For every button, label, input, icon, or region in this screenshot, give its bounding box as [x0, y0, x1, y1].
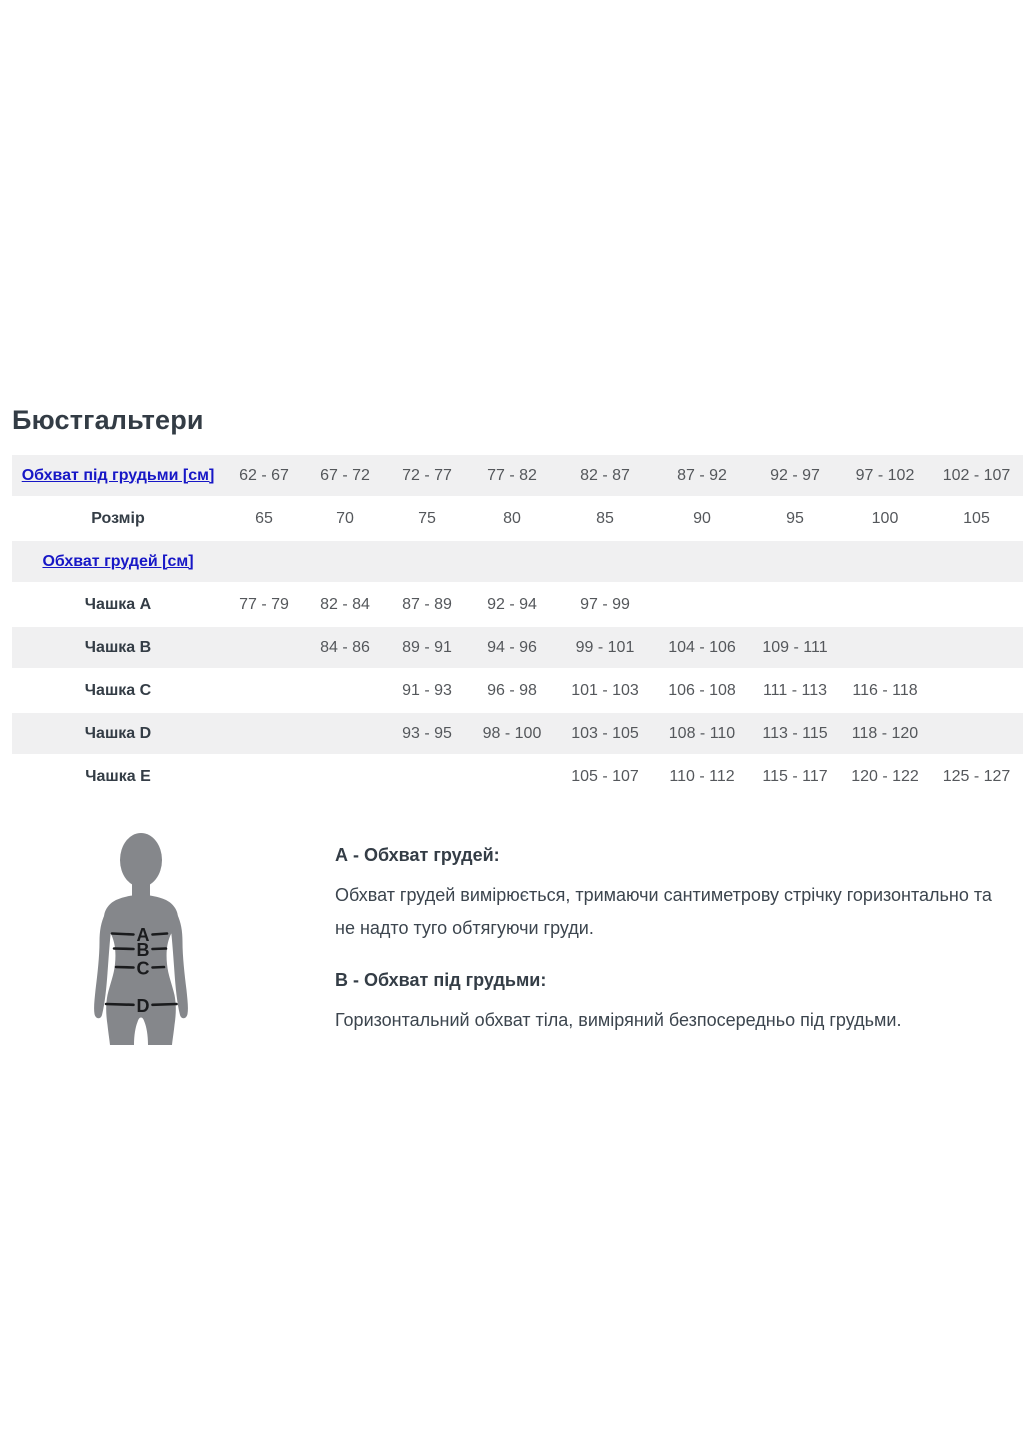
table-cell: 65 [255, 509, 273, 527]
table-cell: 110 - 112 [669, 767, 735, 785]
table-cell: 116 - 118 [852, 681, 918, 699]
table-cell: 108 - 110 [654, 713, 750, 754]
row-header-bust [12, 541, 224, 582]
table-cell: 82 - 87 [556, 455, 654, 496]
table-cell [224, 713, 304, 754]
guide-heading-bust: А - Обхват грудей: [335, 845, 500, 865]
bra-size-table [12, 453, 1023, 799]
row-header-cup-e [12, 756, 224, 797]
table-cell: 70 [336, 509, 354, 527]
figure-label-d: D [136, 996, 150, 1016]
table-cell [840, 627, 930, 668]
table-cell: 96 - 98 [487, 681, 537, 699]
table-cell: 102 - 107 [930, 455, 1023, 496]
page-title: Бюстгальтери [12, 405, 204, 435]
row-header-underbust [12, 455, 224, 496]
row-label: Чашка E [85, 767, 151, 785]
table-cell: 120 - 122 [851, 767, 919, 785]
table-cell: 115 - 117 [762, 767, 828, 785]
table-cell: 77 - 79 [239, 595, 289, 613]
row-label: Розмір [91, 509, 145, 527]
figure-label-c: C [136, 958, 150, 979]
table-cell [930, 627, 1023, 668]
table-cell [386, 541, 468, 582]
table-cell: 72 - 77 [386, 455, 468, 496]
row-label: Чашка A [84, 595, 152, 613]
table-cell: 118 - 120 [840, 713, 930, 754]
table-cell: 67 - 72 [304, 455, 386, 496]
measure-line-d [106, 1004, 134, 1005]
table-cell: 90 [693, 509, 711, 527]
figure-label-b: B [136, 940, 150, 960]
table-cell [556, 541, 654, 582]
table-cell: 111 - 113 [762, 681, 828, 699]
table-cell: 97 - 99 [580, 595, 630, 613]
row-header-cup-b [12, 627, 224, 668]
table-cell [930, 670, 1023, 711]
row-label: Чашка B [84, 638, 152, 656]
table-cell [654, 541, 750, 582]
table-cell [840, 584, 930, 625]
measurement-guide-section [12, 832, 1023, 1046]
row-header-cup-c [12, 670, 224, 711]
table-cell [930, 541, 1023, 582]
table-cell [468, 541, 556, 582]
table-cell: 95 [786, 509, 804, 527]
table-cell [386, 756, 468, 797]
table-cell: 62 - 67 [224, 455, 304, 496]
row-label: Чашка C [84, 681, 152, 699]
table-cell: 80 [503, 509, 521, 527]
female-silhouette-illustration [86, 832, 196, 1046]
table-row-cup-e [12, 756, 1023, 797]
table-cell [224, 541, 304, 582]
table-row-cup-b [12, 627, 1023, 668]
measurement-instructions [335, 832, 997, 1037]
table-row-cup-c [12, 670, 1023, 711]
row-header-cup-a [12, 584, 224, 625]
table-cell [930, 713, 1023, 754]
table-cell: 94 - 96 [468, 627, 556, 668]
table-row-bust [12, 541, 1023, 582]
table-cell: 87 - 92 [654, 455, 750, 496]
table-cell: 84 - 86 [304, 627, 386, 668]
table-cell: 77 - 82 [468, 455, 556, 496]
table-cell: 97 - 102 [840, 455, 930, 496]
table-cell: 113 - 115 [750, 713, 840, 754]
row-header-cup-d [12, 713, 224, 754]
guide-heading-underbust: В - Обхват під грудьми: [335, 970, 547, 990]
table-cell: 98 - 100 [468, 713, 556, 754]
table-cell [654, 584, 750, 625]
bust-link[interactable]: Обхват грудей [см] [42, 552, 194, 570]
measure-line-b [114, 949, 134, 950]
table-cell: 105 [963, 509, 990, 527]
table-cell [304, 713, 386, 754]
table-cell: 92 - 97 [750, 455, 840, 496]
figure-label-a: A [136, 925, 150, 945]
table-cell: 91 - 93 [402, 681, 452, 699]
table-cell: 82 - 84 [320, 595, 370, 613]
table-cell [750, 584, 840, 625]
underbust-link[interactable]: Обхват під грудьми [см] [21, 466, 215, 484]
table-row-cup-d [12, 713, 1023, 754]
table-cell [304, 756, 386, 797]
table-cell [930, 584, 1023, 625]
table-cell [840, 541, 930, 582]
table-cell: 85 [596, 509, 614, 527]
table-cell [468, 756, 556, 797]
body-measurement-figure [86, 832, 196, 1046]
table-row-size [12, 498, 1023, 539]
guide-text-bust: Обхват грудей вимірюється, тримаючи сантиметрову стрічку горизонтально та не надто туго обтягуючи груди. [335, 885, 992, 938]
table-cell: 106 - 108 [668, 681, 736, 699]
table-cell [750, 541, 840, 582]
table-cell: 89 - 91 [386, 627, 468, 668]
table-cell [224, 627, 304, 668]
row-header-size [12, 498, 224, 539]
table-row-underbust [12, 455, 1023, 496]
table-row-cup-a [12, 584, 1023, 625]
table-cell [224, 670, 304, 711]
row-label: Чашка D [84, 724, 152, 742]
table-cell: 109 - 111 [750, 627, 840, 668]
table-cell: 101 - 103 [571, 681, 639, 699]
table-cell [304, 670, 386, 711]
table-cell: 103 - 105 [556, 713, 654, 754]
table-cell [224, 756, 304, 797]
table-cell: 93 - 95 [386, 713, 468, 754]
table-cell: 100 [871, 509, 899, 527]
measure-line-c [116, 967, 134, 968]
table-cell: 92 - 94 [487, 595, 537, 613]
table-cell: 105 - 107 [571, 767, 639, 785]
table-cell: 87 - 89 [402, 595, 452, 613]
table-cell: 125 - 127 [942, 767, 1011, 785]
table-cell: 104 - 106 [654, 627, 750, 668]
table-cell [304, 541, 386, 582]
measure-line-a [112, 934, 134, 935]
guide-text-underbust: Горизонтальний обхват тіла, виміряний безпосередньо під грудьми. [335, 1010, 902, 1030]
table-cell: 75 [418, 509, 436, 527]
table-cell: 99 - 101 [556, 627, 654, 668]
